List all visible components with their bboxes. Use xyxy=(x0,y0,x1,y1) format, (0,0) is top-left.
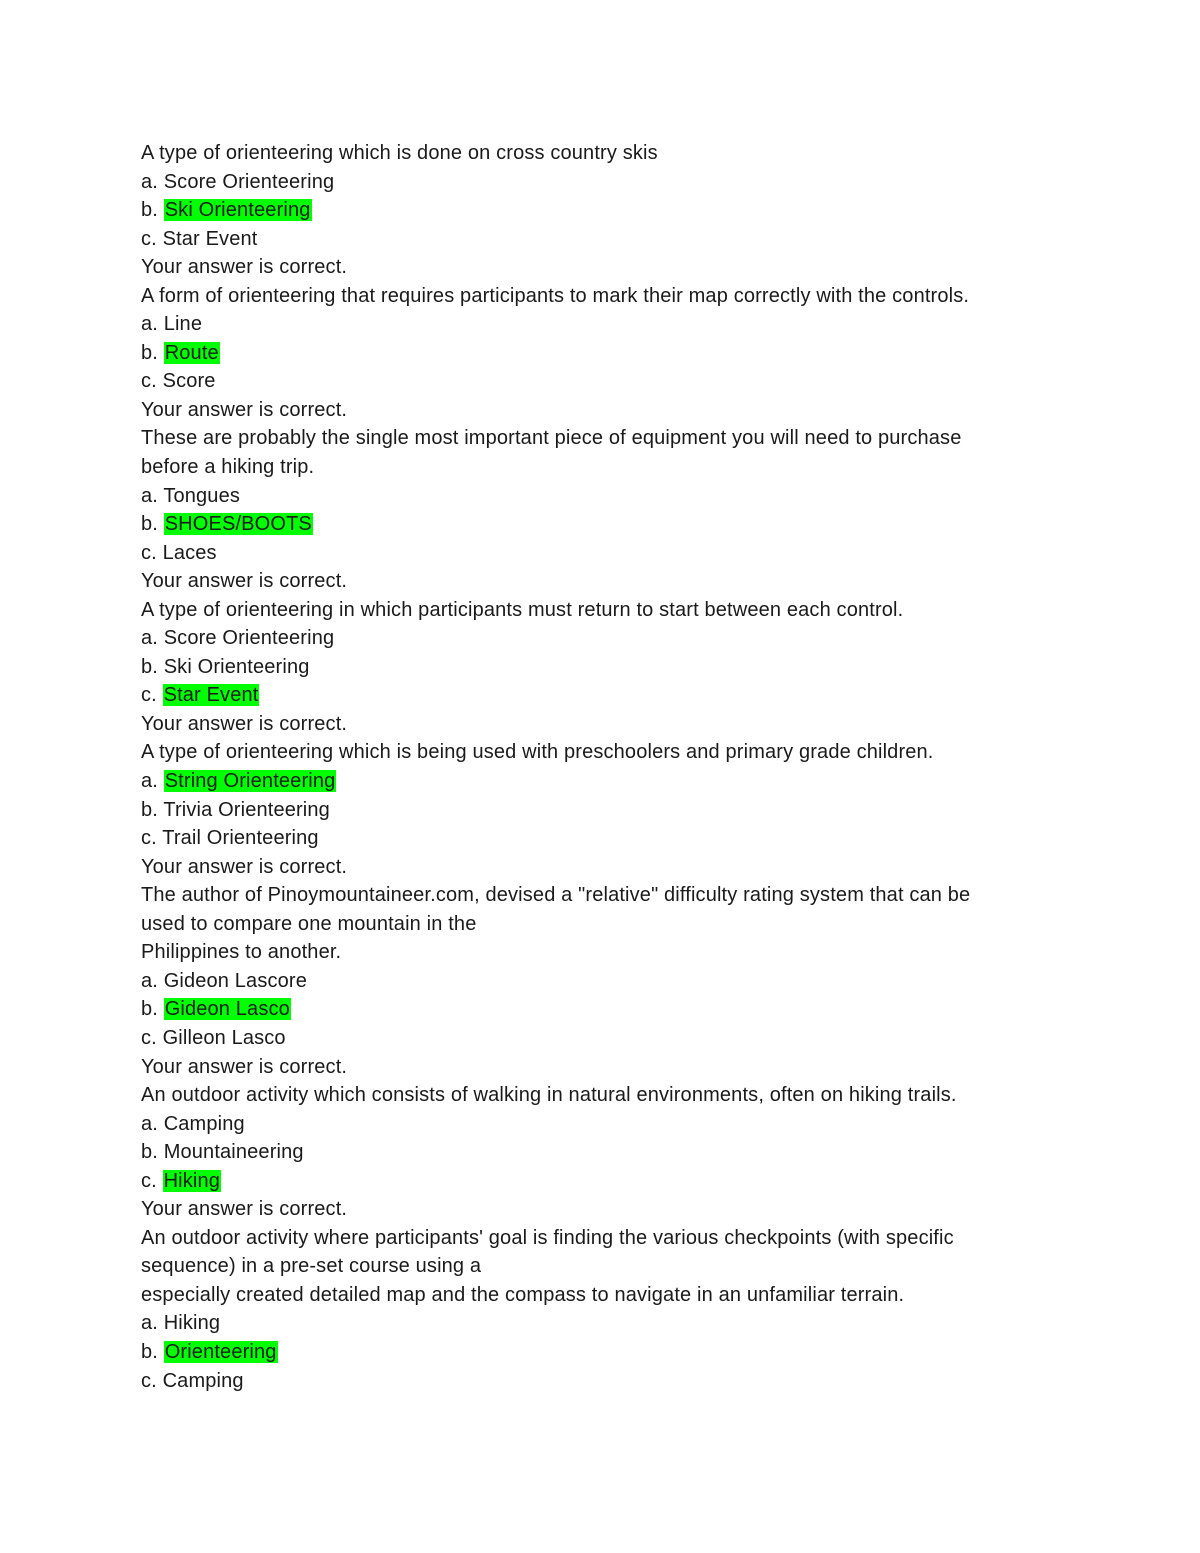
question-text: before a hiking trip. xyxy=(141,456,315,479)
answer-option xyxy=(141,1367,1041,1396)
option-letter: a. xyxy=(141,627,164,650)
option-text: Trivia Orienteering xyxy=(163,798,330,821)
answer-option xyxy=(141,1138,1041,1167)
option-text: Mountaineering xyxy=(163,1141,304,1164)
option-letter: b. xyxy=(141,1340,164,1363)
question-block xyxy=(141,282,1041,425)
answer-option xyxy=(141,1024,1041,1053)
option-letter: b. xyxy=(141,798,164,821)
feedback-text: Your answer is correct. xyxy=(141,398,348,421)
answer-option xyxy=(141,653,1041,682)
option-text: Camping xyxy=(163,1112,245,1135)
option-letter: a. xyxy=(141,484,164,507)
answer-option xyxy=(141,310,1041,339)
question-text: These are probably the single most important piece of equipment you will need to purchase xyxy=(141,427,962,450)
correct-answer-highlight: Orienteering xyxy=(164,1340,277,1363)
answer-option xyxy=(141,482,1041,511)
answer-option xyxy=(141,168,1041,197)
question-block xyxy=(141,1224,1041,1395)
answer-option xyxy=(141,995,1041,1024)
option-letter: a. xyxy=(141,313,164,336)
answer-option xyxy=(141,967,1041,996)
correct-answer-highlight: Ski Orienteering xyxy=(164,199,311,222)
option-letter: a. xyxy=(141,1312,164,1335)
answer-option xyxy=(141,367,1041,396)
option-letter: c. xyxy=(141,370,163,393)
option-letter: b. xyxy=(141,1141,164,1164)
option-text: Ski Orienteering xyxy=(163,655,310,678)
option-letter: c. xyxy=(141,827,163,850)
correct-answer-highlight: Route xyxy=(164,341,219,364)
option-text: Trail Orienteering xyxy=(162,827,319,850)
question-text: A form of orienteering that requires participants to mark their map correctly with the controls. xyxy=(141,284,970,307)
answer-option xyxy=(141,767,1041,796)
answer-option xyxy=(141,824,1041,853)
option-text: Star Event xyxy=(162,227,258,250)
question-text: An outdoor activity which consists of walking in natural environments, often on hiking trails. xyxy=(141,1084,957,1107)
option-letter: a. xyxy=(141,770,164,793)
option-text: Hiking xyxy=(163,1312,221,1335)
option-text: Line xyxy=(163,313,203,336)
question-block xyxy=(141,596,1041,739)
answer-option xyxy=(141,1167,1041,1196)
option-letter: c. xyxy=(141,684,163,707)
question-block xyxy=(141,1081,1041,1224)
option-letter: b. xyxy=(141,199,164,222)
option-letter: c. xyxy=(141,227,163,250)
answer-option xyxy=(141,510,1041,539)
question-block xyxy=(141,424,1041,595)
question-text: Philippines to another. xyxy=(141,941,342,964)
answer-option xyxy=(141,225,1041,254)
question-text: especially created detailed map and the compass to navigate in an unfamiliar terrain. xyxy=(141,1283,905,1306)
question-text: An outdoor activity where participants' goal is finding the various checkpoints (with specific xyxy=(141,1226,954,1249)
correct-answer-highlight: Gideon Lasco xyxy=(164,998,290,1021)
option-text: Gideon Lascore xyxy=(163,969,307,992)
option-letter: c. xyxy=(141,1369,163,1392)
option-text: Tongues xyxy=(163,484,240,507)
question-block xyxy=(141,881,1041,1081)
question-text: used to compare one mountain in the xyxy=(141,912,477,935)
answer-option xyxy=(141,1338,1041,1367)
correct-answer-highlight: SHOES/BOOTS xyxy=(164,513,312,536)
correct-answer-highlight: Hiking xyxy=(163,1169,221,1192)
question-block xyxy=(141,738,1041,881)
question-text: The author of Pinoymountaineer.com, devised a "relative" difficulty rating system that can be xyxy=(141,884,971,907)
answer-option xyxy=(141,196,1041,225)
option-text: Laces xyxy=(162,541,217,564)
answer-option xyxy=(141,796,1041,825)
option-letter: c. xyxy=(141,541,163,564)
option-letter: b. xyxy=(141,341,164,364)
option-text: Score Orienteering xyxy=(163,170,335,193)
answer-option xyxy=(141,1110,1041,1139)
question-text: sequence) in a pre-set course using a xyxy=(141,1255,482,1278)
option-letter: a. xyxy=(141,170,164,193)
option-text: Gilleon Lasco xyxy=(162,1026,286,1049)
feedback-text: Your answer is correct. xyxy=(141,256,348,279)
answer-option xyxy=(141,539,1041,568)
answer-option xyxy=(141,1309,1041,1338)
feedback-text: Your answer is correct. xyxy=(141,855,348,878)
feedback-text: Your answer is correct. xyxy=(141,570,348,593)
answer-option xyxy=(141,681,1041,710)
question-text: A type of orienteering which is being used with preschoolers and primary grade children. xyxy=(141,741,934,764)
document-page xyxy=(141,139,1041,1395)
option-letter: b. xyxy=(141,655,164,678)
question-text: A type of orienteering which is done on cross country skis xyxy=(141,142,658,164)
option-text: Camping xyxy=(162,1369,244,1392)
feedback-text: Your answer is correct. xyxy=(141,712,348,735)
question-block xyxy=(141,139,1041,282)
correct-answer-highlight: Star Event xyxy=(163,684,259,707)
feedback-text: Your answer is correct. xyxy=(141,1055,348,1078)
question-text: A type of orienteering in which participants must return to start between each control. xyxy=(141,598,904,621)
option-letter: a. xyxy=(141,1112,164,1135)
option-letter: b. xyxy=(141,513,164,536)
correct-answer-highlight: String Orienteering xyxy=(164,770,336,793)
answer-option xyxy=(141,339,1041,368)
option-text: Score xyxy=(162,370,216,393)
feedback-text: Your answer is correct. xyxy=(141,1198,348,1221)
option-letter: c. xyxy=(141,1026,163,1049)
option-letter: b. xyxy=(141,998,164,1021)
option-text: Score Orienteering xyxy=(163,627,335,650)
answer-option xyxy=(141,624,1041,653)
option-letter: c. xyxy=(141,1169,163,1192)
option-letter: a. xyxy=(141,969,164,992)
